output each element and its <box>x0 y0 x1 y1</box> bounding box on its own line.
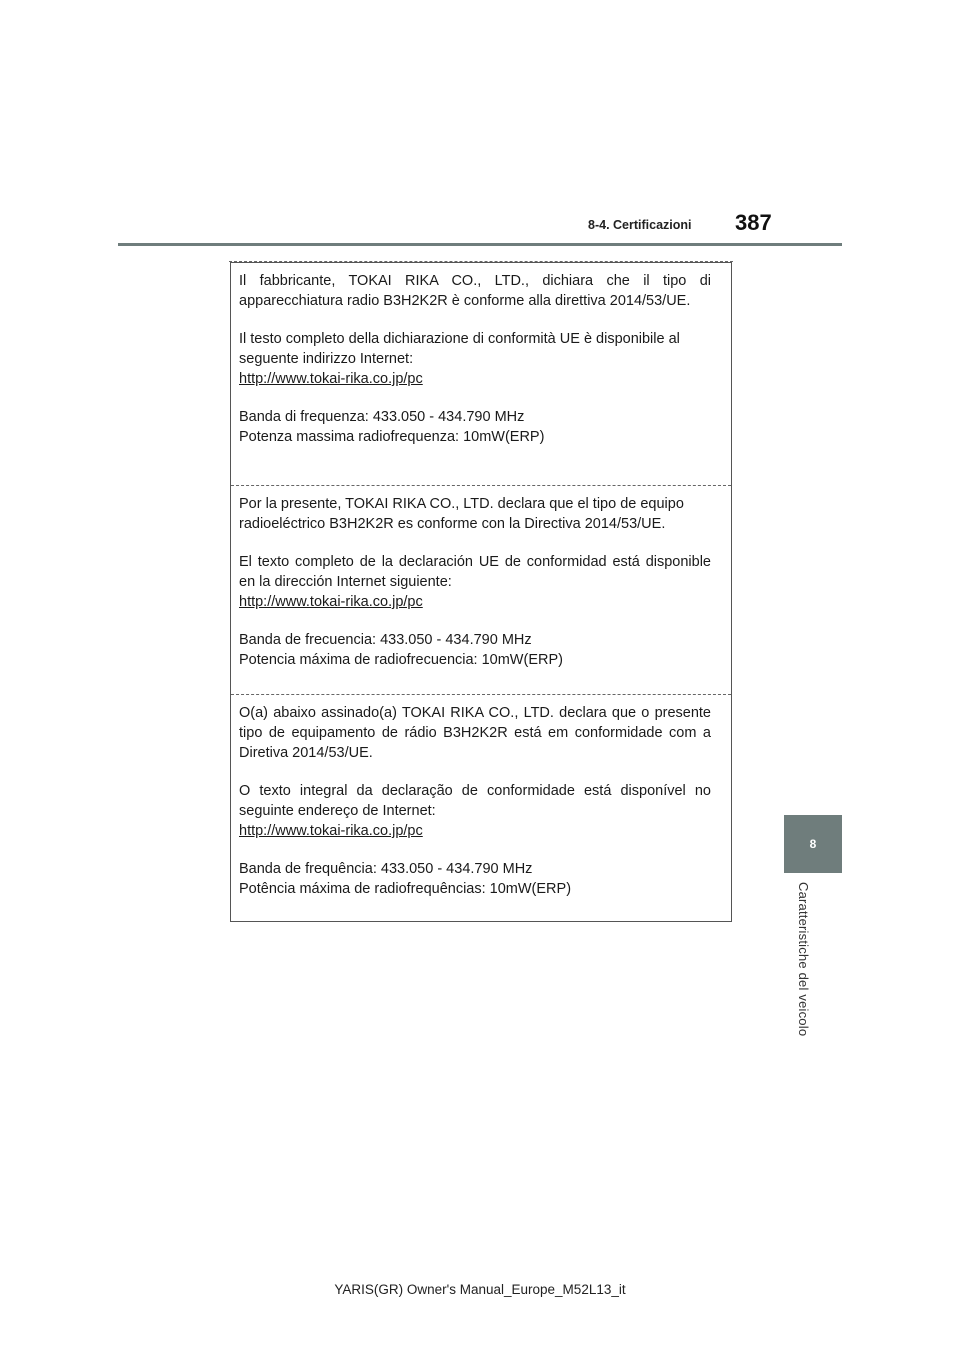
chapter-label: Caratteristiche del veicolo <box>796 882 811 1037</box>
frequency-band: Banda de frecuencia: 433.050 - 434.790 MHz <box>239 632 532 648</box>
declaration-text: Por la presente, TOKAI RIKA CO., LTD. declara que el tipo de equipo radioeléctrico B3H2K2R es conforme con la Directiva 2014/53/UE. <box>239 496 684 532</box>
declaration-url[interactable]: http://www.tokai-rika.co.jp/pc <box>239 594 423 610</box>
declaration-portuguese <box>231 694 731 923</box>
declaration-spanish <box>231 485 731 696</box>
declaration-info: Il testo completo della dichiarazione di conformità UE è disponibile al seguente indirizzo Internet: <box>239 331 680 367</box>
chapter-tab <box>784 815 842 873</box>
declaration-text: O(a) abaixo assinado(a) TOKAI RIKA CO., LTD. declara que o presente tipo de equipamento de rádio B3H2K2R está em conformidade com a Diretiva 2014/53/UE. <box>239 705 711 761</box>
chapter-number: 8 <box>809 837 817 851</box>
declaration-italian <box>231 263 731 486</box>
certification-box <box>230 262 732 922</box>
frequency-band: Banda de frequência: 433.050 - 434.790 MHz <box>239 861 533 877</box>
page-footer: YARIS(GR) Owner's Manual_Europe_M52L13_it <box>334 1282 626 1297</box>
frequency-band: Banda di frequenza: 433.050 - 434.790 MHz <box>239 409 525 425</box>
max-power: Potenza massima radiofrequenza: 10mW(ERP) <box>239 429 545 445</box>
declaration-text: Il fabbricante, TOKAI RIKA CO., LTD., dichiara che il tipo di apparecchiatura radio B3H2K2R è conforme alla direttiva 2014/53/UE. <box>239 273 711 309</box>
declaration-url[interactable]: http://www.tokai-rika.co.jp/pc <box>239 371 423 387</box>
max-power: Potência máxima de radiofrequências: 10mW(ERP) <box>239 881 572 897</box>
page-number: 387 <box>735 210 772 235</box>
declaration-info: El texto completo de la declaración UE de conformidad está disponible en la dirección Internet siguiente: <box>239 554 711 590</box>
declaration-info: O texto integral da declaração de conformidade está disponível no seguinte endereço de Internet: <box>239 783 711 819</box>
max-power: Potencia máxima de radiofrecuencia: 10mW(ERP) <box>239 652 563 668</box>
section-title: 8-4. Certificazioni <box>588 218 692 232</box>
header-rule <box>118 243 842 246</box>
declaration-url[interactable]: http://www.tokai-rika.co.jp/pc <box>239 823 423 839</box>
